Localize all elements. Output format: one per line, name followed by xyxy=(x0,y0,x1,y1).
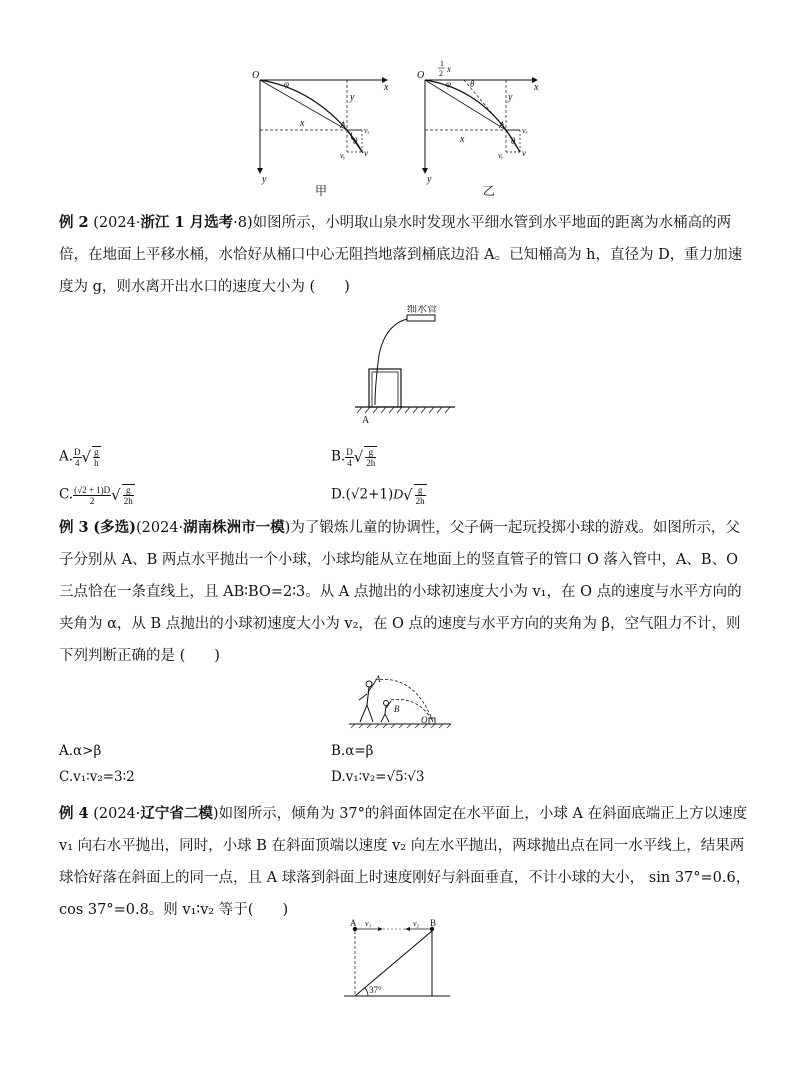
y-distance-label: y xyxy=(350,92,355,103)
option-b-num: D xyxy=(346,446,353,457)
example4-paragraph xyxy=(59,798,754,926)
option-b-rad-den: 2h xyxy=(366,458,376,468)
option-b-letter: B. xyxy=(331,448,346,465)
example3-tag: (多选) xyxy=(93,519,136,536)
option-c-den: 2 xyxy=(89,495,95,506)
example2-option-a[interactable] xyxy=(59,446,101,468)
x-axis-label-yi: x xyxy=(534,82,539,93)
origin-label-yi: O xyxy=(417,70,425,81)
radical-icon: √ xyxy=(81,448,92,466)
father-point-a-label: A xyxy=(375,674,381,684)
option-b-rad-num: g xyxy=(365,447,376,458)
father-son-figure xyxy=(345,670,455,730)
caption-yi: 乙 xyxy=(483,184,496,198)
option-c-rad-num: g xyxy=(123,485,134,496)
phi-label-yi: φ xyxy=(446,79,451,89)
radical-icon: √ xyxy=(111,486,121,504)
incline-svg xyxy=(338,918,458,1002)
origin-label: O xyxy=(252,70,260,81)
example4-source-close: ) xyxy=(212,806,219,822)
example3-text: 为了锻炼儿童的协调性，父子俩一起玩投掷小球的游戏。如图所示，父子分别从 A、B 两点水平抛出一个小球，小球均能从立在地面上的竖直管子的管口 O 落入管中，A、B、O 三点恰在一条直线上，且 AB∶BO=2∶3。从 A 点抛出的小球初速度大小为 v₁，在 O 点的速度与水平方向的夹角为 α，从 B 点抛出的小球初速度大小为 v₂，在 O 点的速度与水平方向的夹角为 β，空气阻力不计，则下列判断正确的是 ( ) xyxy=(59,520,742,664)
bucket-point-a-label: A xyxy=(362,415,370,426)
radical-icon: √ xyxy=(403,486,413,504)
incline-figure xyxy=(338,918,458,1002)
option-d-rad-den: 2h xyxy=(415,496,425,506)
half-x-label: x xyxy=(447,64,451,74)
example2-option-d[interactable] xyxy=(331,484,427,506)
y-distance-label-yi: y xyxy=(508,92,513,103)
example3-option-b[interactable]: B.α=β xyxy=(331,743,374,759)
example3-option-a[interactable]: A.α>β xyxy=(59,743,102,759)
example3-label: 例 3 xyxy=(59,519,89,536)
son-point-b-label: B xyxy=(394,704,400,714)
point-a-label: A xyxy=(340,120,346,130)
x-distance-label: x xyxy=(300,118,305,129)
option-a-rad-num: g xyxy=(94,447,99,457)
vy-label-yi: vᵧ xyxy=(498,151,504,160)
ball-b-label: B xyxy=(430,918,437,928)
x-distance-label-yi: x xyxy=(460,134,465,145)
y-axis-label-yi: y xyxy=(427,174,432,185)
v2-label: v₂ xyxy=(413,919,420,928)
pipe-label: 细水管 xyxy=(407,305,437,315)
theta-top-label-yi: θ xyxy=(470,79,475,89)
option-d-letter: D. xyxy=(331,486,346,503)
v-label: v xyxy=(364,148,368,158)
option-c-num: (√2 + 1)D xyxy=(74,484,111,495)
example2-source-close: ·8) xyxy=(233,215,253,231)
father-son-svg xyxy=(345,670,455,730)
phi-label: φ xyxy=(284,79,289,89)
y-axis-label: y xyxy=(262,174,267,185)
example3-option-c[interactable]: C.v₁∶v₂=3∶2 xyxy=(59,769,135,785)
vx-label-yi: vₓ xyxy=(522,126,528,135)
x-axis-label: x xyxy=(384,82,389,93)
option-b-den: 4 xyxy=(347,457,352,468)
diagram-jia xyxy=(252,70,389,185)
diagram-yi xyxy=(417,60,539,185)
option-c-rad-den: 2h xyxy=(123,496,133,506)
half-denominator: 2 xyxy=(439,69,443,78)
option-c-letter: C. xyxy=(59,486,74,503)
half-numerator: 1 xyxy=(440,60,444,68)
angle-label: 37° xyxy=(369,985,382,995)
point-a-label-yi: A xyxy=(499,120,505,130)
example4-source-open: (2024· xyxy=(93,806,141,822)
example2-paragraph xyxy=(59,207,754,303)
ball-a-label: A xyxy=(350,918,357,928)
option-b-fraction xyxy=(345,447,354,468)
projectile-figure-jia-yi xyxy=(250,60,540,200)
v1-label: v₁ xyxy=(365,919,372,928)
theta-label-yi: θ xyxy=(511,136,516,146)
example2-option-b[interactable] xyxy=(331,446,377,468)
option-c-fraction xyxy=(73,485,111,506)
example3-paragraph xyxy=(59,512,754,672)
option-d-var: D xyxy=(393,486,404,502)
water-bucket-figure xyxy=(345,305,465,427)
example4-source: 辽宁省二模 xyxy=(140,805,213,822)
example4-text: 如图所示，倾角为 37°的斜面体固定在水平面上，小球 A 在斜面底端正上方以速度 v₁ 向右水平抛出，同时，小球 B 在斜面顶端以速度 v₂ 向左水平抛出，两球抛出点在同一水平线上，结果两球恰好落在斜面上的同一点，且 A 球落到斜面上时速度刚好与斜面垂直，不计小球的大小， sin 37°=0.6，cos 37°=0.8。则 v₁∶v₂ 等于( ) xyxy=(59,806,751,918)
example3-option-d[interactable]: D.v₁∶v₂=√5∶√3 xyxy=(331,769,425,785)
theta-label: θ xyxy=(353,136,358,146)
option-d-rad-num: g xyxy=(415,485,426,496)
example2-text: 如图所示，小明取山泉水时发现水平细水管到水平地面的距离为水桶高的两倍，在地面上平移水桶，水恰好从桶口中心无阻挡地落到桶底边沿 A。已知桶高为 h，直径为 D，重力加速度为 g，则水离开出水口的速度大小为 ( ) xyxy=(59,215,743,295)
option-a-rad-den: h xyxy=(94,458,99,468)
example3-source: 湖南株洲市一模 xyxy=(183,519,285,536)
vx-label: vₓ xyxy=(364,126,370,135)
example2-option-c[interactable] xyxy=(59,484,135,506)
radical-icon: √ xyxy=(353,448,364,466)
pipe-point-o-label: O xyxy=(421,715,428,725)
example2-source: 浙江 1 月选考 xyxy=(140,214,234,231)
v-label-yi: v xyxy=(522,148,526,158)
option-a-num: D xyxy=(74,446,81,457)
water-bucket-svg xyxy=(345,305,465,427)
example3-source-open: (2024· xyxy=(135,520,184,536)
example2-source-open: (2024· xyxy=(93,215,141,231)
option-a-letter: A. xyxy=(59,448,74,465)
caption-jia: 甲 xyxy=(315,184,328,198)
vy-label: vᵧ xyxy=(340,151,346,160)
option-d-prefix: (√2+1) xyxy=(345,486,394,503)
example2-label: 例 2 xyxy=(59,214,89,231)
example3-source-close: ) xyxy=(284,520,291,536)
option-a-fraction xyxy=(73,447,82,468)
option-a-den: 4 xyxy=(75,457,80,468)
projectile-diagrams-svg xyxy=(250,60,540,200)
example4-label: 例 4 xyxy=(59,805,89,822)
